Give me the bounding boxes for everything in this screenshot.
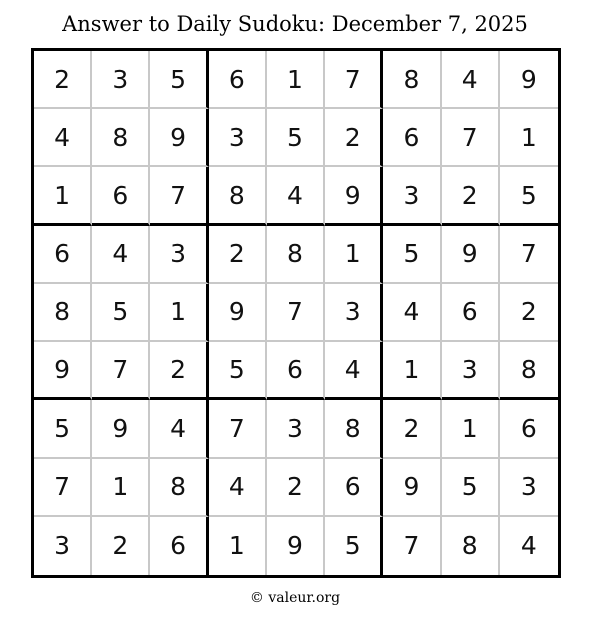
sudoku-cell: 3 [92, 51, 150, 109]
sudoku-cell: 8 [325, 400, 383, 458]
sudoku-cell: 7 [442, 109, 500, 167]
sudoku-cell: 6 [442, 284, 500, 342]
sudoku-grid [31, 48, 561, 578]
sudoku-cell: 1 [383, 342, 441, 400]
sudoku-cell: 2 [442, 167, 500, 225]
sudoku-cell: 3 [442, 342, 500, 400]
sudoku-cell: 6 [500, 400, 558, 458]
sudoku-cell: 7 [92, 342, 150, 400]
sudoku-cell: 3 [34, 517, 92, 575]
sudoku-cell: 9 [150, 109, 208, 167]
sudoku-cell: 9 [442, 226, 500, 284]
sudoku-cell: 4 [209, 459, 267, 517]
sudoku-cell: 1 [209, 517, 267, 575]
sudoku-cell: 3 [325, 284, 383, 342]
sudoku-cell: 5 [34, 400, 92, 458]
sudoku-cell: 5 [150, 51, 208, 109]
sudoku-cell: 4 [150, 400, 208, 458]
sudoku-cell: 9 [325, 167, 383, 225]
sudoku-cell: 1 [34, 167, 92, 225]
sudoku-cell: 8 [150, 459, 208, 517]
sudoku-cell: 7 [500, 226, 558, 284]
sudoku-cell: 2 [267, 459, 325, 517]
copyright-footer: © valeur.org [249, 590, 341, 606]
page-title: Answer to Daily Sudoku: December 7, 2025 [62, 12, 528, 36]
sudoku-cell: 8 [442, 517, 500, 575]
sudoku-cell: 3 [500, 459, 558, 517]
sudoku-cell: 7 [34, 459, 92, 517]
sudoku-cell: 4 [325, 342, 383, 400]
sudoku-cell: 1 [500, 109, 558, 167]
sudoku-cell: 7 [150, 167, 208, 225]
sudoku-cell: 8 [34, 284, 92, 342]
sudoku-cell: 4 [442, 51, 500, 109]
sudoku-cell: 4 [267, 167, 325, 225]
sudoku-cell: 5 [383, 226, 441, 284]
sudoku-cell: 3 [150, 226, 208, 284]
sudoku-cell: 2 [383, 400, 441, 458]
sudoku-cell: 2 [209, 226, 267, 284]
sudoku-cell: 6 [150, 517, 208, 575]
sudoku-cell: 3 [383, 167, 441, 225]
sudoku-cell: 5 [500, 167, 558, 225]
sudoku-cell: 1 [325, 226, 383, 284]
sudoku-cell: 6 [267, 342, 325, 400]
sudoku-cell: 6 [209, 51, 267, 109]
sudoku-cell: 6 [325, 459, 383, 517]
sudoku-cell: 6 [92, 167, 150, 225]
sudoku-cell: 4 [520, 531, 537, 561]
sudoku-cell: 9 [92, 400, 150, 458]
sudoku-cell: 1 [92, 459, 150, 517]
sudoku-cell: 3 [209, 109, 267, 167]
sudoku-cell: 5 [267, 109, 325, 167]
sudoku-cell: 8 [500, 342, 558, 400]
sudoku-cell: 8 [383, 51, 441, 109]
sudoku-cell: 5 [442, 459, 500, 517]
sudoku-cell: 6 [34, 226, 92, 284]
sudoku-cell: 3 [267, 400, 325, 458]
sudoku-cell: 8 [92, 109, 150, 167]
sudoku-cell: 4 [34, 109, 92, 167]
sudoku-cell: 5 [92, 284, 150, 342]
sudoku-cell: 8 [267, 226, 325, 284]
sudoku-cell: 2 [150, 342, 208, 400]
sudoku-cell: 8 [209, 167, 267, 225]
sudoku-cell: 1 [150, 284, 208, 342]
sudoku-cell: 5 [209, 342, 267, 400]
sudoku-cell: 2 [92, 517, 150, 575]
sudoku-cell: 9 [34, 342, 92, 400]
sudoku-cell: 2 [325, 109, 383, 167]
sudoku-cell: 4 [383, 284, 441, 342]
sudoku-cell: 9 [500, 51, 558, 109]
sudoku-cell: 5 [325, 517, 383, 575]
sudoku-cell: 7 [383, 517, 441, 575]
sudoku-cell: 1 [442, 400, 500, 458]
sudoku-cell: 2 [34, 51, 92, 109]
sudoku-cell: 6 [383, 109, 441, 167]
sudoku-cell: 2 [500, 284, 558, 342]
sudoku-cell: 7 [325, 51, 383, 109]
sudoku-cell: 4 [92, 226, 150, 284]
sudoku-cell: 7 [267, 284, 325, 342]
sudoku-cell: 9 [383, 459, 441, 517]
sudoku-cell: 1 [267, 51, 325, 109]
sudoku-cell: 9 [267, 517, 325, 575]
sudoku-cell: 7 [209, 400, 267, 458]
sudoku-cell: 9 [209, 284, 267, 342]
